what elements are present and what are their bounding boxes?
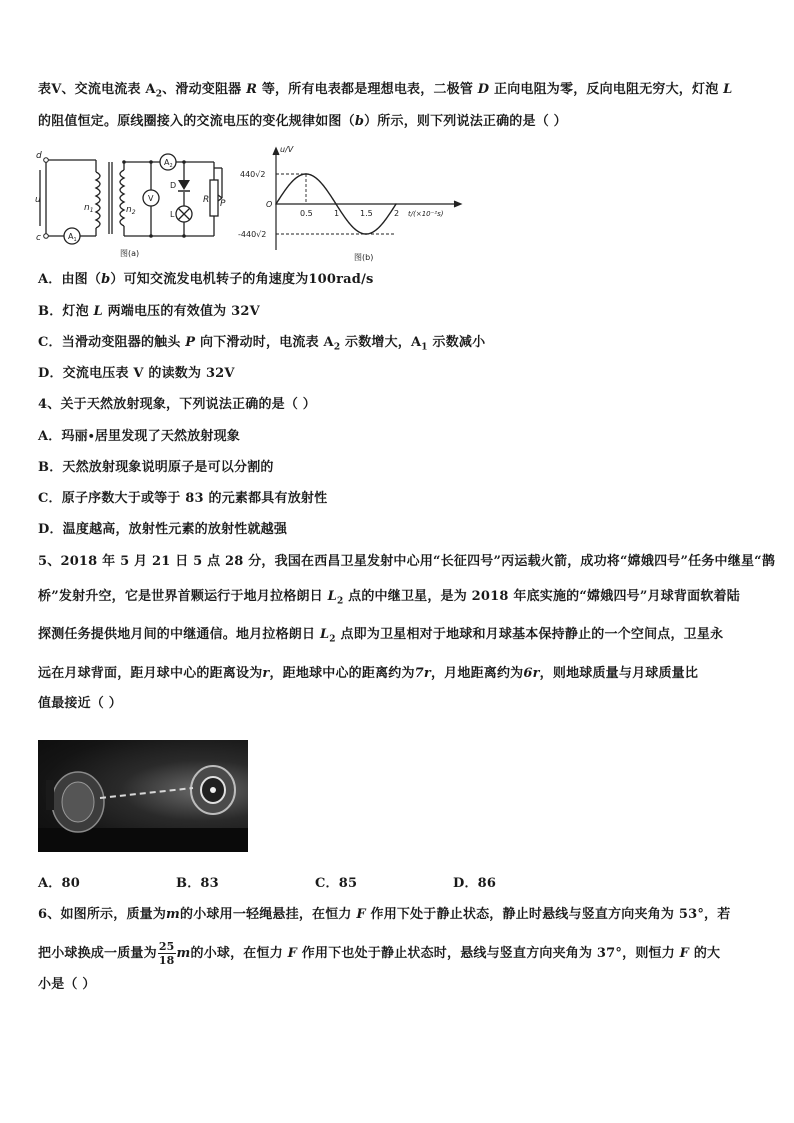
data-point [365,233,367,235]
text: 向下滑动时，电流表 A [195,335,334,350]
variable-L: L [327,589,337,604]
y-tick-label-top: 440√2 [240,170,266,179]
text: ，距地球中心的距离约为 [269,666,415,681]
variable-L: L [723,82,733,97]
q6-stem-line-3: 小是（ ） [38,977,96,992]
fraction-numerator: 25 [158,940,175,953]
text: 、滑动变阻器 [162,82,247,97]
variable-m: m [166,907,181,922]
subscript: 2 [329,634,336,645]
q3-option-b[interactable] [38,302,260,322]
text: 作用下处于静止状态，静止时悬线与竖直方向夹角为 53°，若 [365,907,731,922]
q4-option-a[interactable]: A．玛丽∙居里发现了天然放射现象 [38,429,241,444]
data-point [305,173,307,175]
q5-option-d[interactable]: D．86 [453,876,497,891]
q3-option-c[interactable] [38,333,485,353]
text: 桥”发射升空，它是世界首颗运行于地月拉格朗日 [38,589,328,604]
label-P: P [220,199,226,209]
subscript: 1 [421,342,428,353]
q5-stem-line-3 [38,625,723,645]
text: 的大 [689,946,721,961]
figure-a-circuit [36,148,226,262]
q4-option-c[interactable]: C．原子序数大于或等于 83 的元素都具有放射性 [38,491,328,506]
label-n2: $n_2$ [126,205,136,216]
text: B．灯泡 [38,304,94,319]
text: ，则地球质量与月球质量比 [539,666,699,681]
meter-A2: $A_2$ [164,158,173,169]
q6-stem-line-1 [38,905,730,925]
variable-b: b [101,272,111,287]
q5-stem-line-1: 5、2018 年 5 月 21 日 5 点 28 分，我国在西昌卫星发射中心用“长征四号”丙运载火箭，成功将“嫦娥四号”任务中继星“鹊 [38,554,776,569]
q5-stem-line-2 [38,587,740,607]
text: 示数减小 [427,335,486,350]
text: A．由图（ [38,272,102,287]
text: 等，所有电表都是理想电表，二极管 [257,82,478,97]
data-point [275,203,277,205]
text: 示数增大，A [340,335,422,350]
text: C．当滑动变阻器的触头 [38,335,186,350]
variable-F: F [287,946,298,961]
text: 远在月球背面，距月球中心的距离设为 [38,666,263,681]
text: ）可知交流发电机转子的角速度为100rad/s [110,272,374,287]
q5-option-a[interactable]: A．80 [38,876,80,891]
q4-option-b[interactable]: B．天然放射现象说明原子是可以分割的 [38,460,274,475]
q4-stem: 4、关于天然放射现象，下列说法正确的是（ ） [38,397,316,412]
variable-F: F [356,907,366,922]
subscript: 2 [333,342,341,353]
data-point [395,203,397,205]
q5-stem-line-4 [38,664,698,684]
text: 6、如图所示，质量为 [38,907,167,922]
subscript: 2 [155,89,163,100]
label-u: u [35,195,41,205]
text: 的小球用一轻绳悬挂，在恒力 [180,907,357,922]
figure-b-chart [236,142,468,264]
text: 的小球，在恒力 [190,946,288,961]
text: 两端电压的有效值为 32V [102,304,260,319]
x-axis-arrow [454,201,461,207]
text: 表V、交流电流表 A [38,82,156,97]
x-axis-label: t/(×10⁻²s) [408,210,444,218]
variable-R: R [246,82,258,97]
label-n1: $n_1$ [84,203,94,214]
q5-stem-line-5: 值最接近（ ） [38,696,122,711]
variable-7r: 7r [414,666,431,681]
text: 的阻值恒定。原线圈接入的交流电压的变化规律如图（ [38,114,355,129]
x-tick-label: 1.5 [360,209,373,218]
y-tick-label-bottom: -440√2 [238,230,267,239]
meter-A1: $A_1$ [68,232,77,243]
variable-P: P [185,335,196,350]
variable-D: D [477,82,490,97]
text: ，月地距离约为 [430,666,524,681]
q3-stem-line-1 [38,80,732,100]
q4-option-d[interactable]: D．温度越高，放射性元素的放射性就越强 [38,522,288,537]
x-tick-label: 1 [334,209,340,218]
x-tick-label: 0.5 [300,209,313,218]
q3-option-d[interactable] [38,364,235,384]
text: 作用下也处于静止状态时，悬线与竖直方向夹角为 37°，则恒力 [297,946,680,961]
q5-option-b[interactable]: B．83 [176,876,219,891]
q3-stem-line-2 [38,112,567,132]
origin-label: O [266,200,273,209]
subscript: 2 [336,596,344,607]
q5-relay-satellite-photo [38,740,248,852]
label-L: L [170,210,175,219]
text: ）所示，则下列说法正确的是（ ） [364,114,567,129]
variable-L: L [93,304,103,319]
text: 点的中继卫星，是为 2018 年底实施的“嫦娥四号”月球背面软着陆 [343,589,740,604]
label-c: c [36,233,41,243]
variable-L: L [319,627,330,642]
variable-r: r [262,666,270,681]
label-D: D [170,181,177,190]
text: D．交流电压表 V 的读数为 32V [38,366,235,381]
text: 正向电阻为零，反向电阻无穷大，灯泡 [489,82,724,97]
figure-a-caption: 图(a) [120,249,140,258]
variable-m: m [176,946,191,961]
variable-b: b [354,114,365,129]
data-point [335,203,337,205]
variable-6r: 6r [523,666,540,681]
text: 探测任务提供地月间的中继通信。地月拉格朗日 [38,627,320,642]
y-axis-label: u/V [280,145,294,154]
q6-stem-line-2 [38,940,720,967]
label-d: d [36,151,42,161]
text: 把小球换成一质量为 [38,946,157,961]
text: 点即为卫星相对于地球和月球基本保持静止的一个空间点，卫星永 [335,627,724,642]
figure-b-caption: 图(b) [354,253,374,262]
fraction-25-18 [158,940,176,967]
q3-option-a[interactable] [38,270,374,290]
y-axis-arrow [273,148,279,155]
q5-option-c[interactable]: C．85 [315,876,358,891]
meter-V: V [148,194,154,203]
label-R: R [203,195,210,205]
variable-F: F [679,946,690,961]
x-tick-label: 2 [394,209,400,218]
fraction-denominator: 18 [158,954,175,967]
